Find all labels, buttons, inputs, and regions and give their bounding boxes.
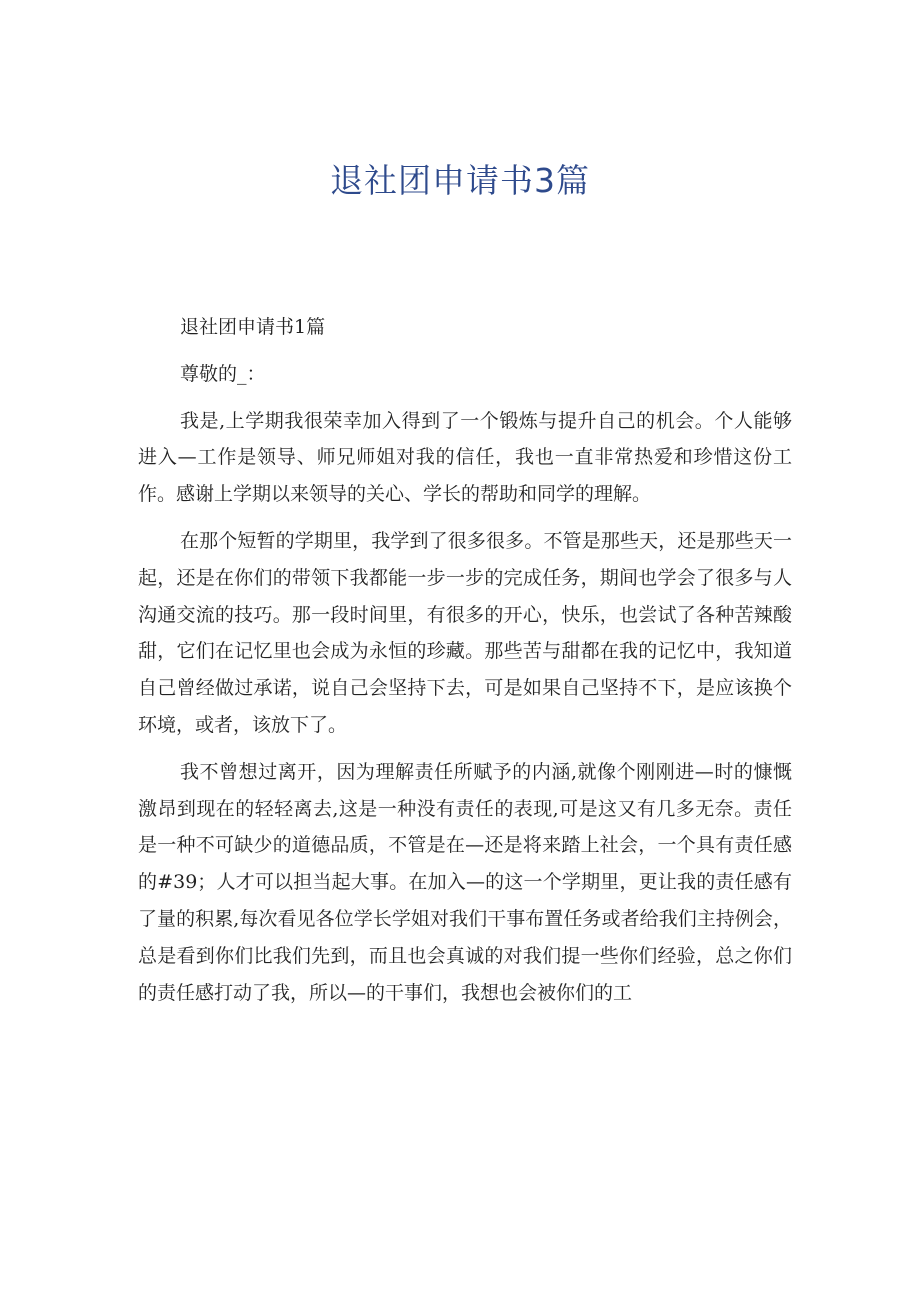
paragraph-3: 我不曾想过离开，因为理解责任所赋予的内涵,就像个刚刚进—时的慷慨激昂到现在的轻轻离去,这是一种没有责任的表现,可是这又有几多无奈。责任是一种不可缺少的道德品质，不管是在—还是将来踏上社会，一个具有责任感的#39；人才可以担当起大事。在加入—的这一个学期里，更让我的责任感有了量的积累,每次看见各位学长学姐对我们干事布置任务或者给我们主持例会，总是看到你们比我们先到，而且也会真诚的对我们提一些你们经验，总之你们的责任感打动了我，所以—的干事们，我想也会被你们的工 (138, 760, 792, 1004)
document-body (138, 309, 792, 1011)
salutation: 尊敬的_： (180, 362, 266, 385)
paragraph-1: 我是,上学期我很荣幸加入得到了一个锻炼与提升自己的机会。个人能够进入—工作是领导、师兄师姐对我的信任，我也一直非常热爱和珍惜这份工作。感谢上学期以来领导的关心、学长的帮助和同学的理解。 (138, 409, 792, 506)
document-title: 退社团申请书3篇 (330, 161, 590, 200)
section-subtitle: 退社团申请书1篇 (180, 316, 326, 338)
paragraph-2: 在那个短暂的学期里，我学到了很多很多。不管是那些天，还是那些天一起，还是在你们的带领下我都能一步一步的完成任务，期间也学会了很多与人沟通交流的技巧。那一段时间里，有很多的开心，快乐，也尝试了各种苦辣酸甜，它们在记忆里也会成为永恒的珍藏。那些苦与甜都在我的记忆中，我知道自己曾经做过承诺，说自己会坚持下去，可是如果自己坚持不下，是应该换个环境，或者，该放下了。 (138, 529, 792, 736)
